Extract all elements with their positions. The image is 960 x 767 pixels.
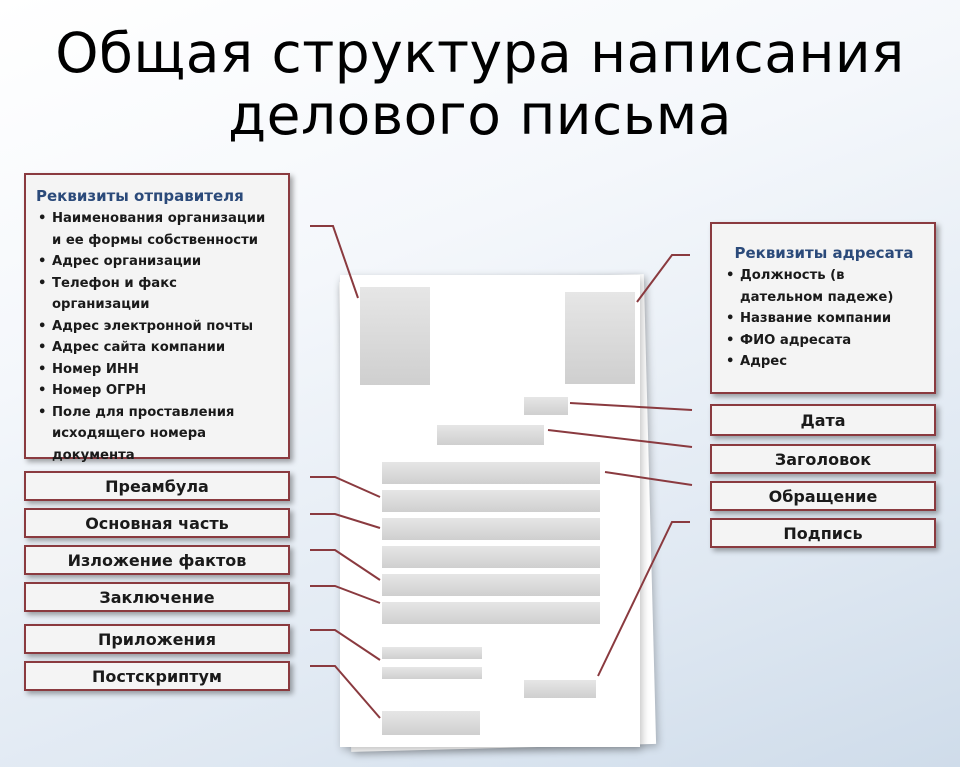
heading-label: Заголовок [710, 444, 936, 474]
recipient-requisites-box [710, 222, 936, 394]
list-item: • Адрес организации [36, 251, 278, 273]
postscript-label: Постскриптум [24, 661, 290, 691]
recipient-requisites-list [724, 265, 924, 373]
connector-main [310, 514, 380, 528]
list-item: • Поле для проставления исходящего номера документа [36, 402, 278, 467]
attachments-label: Приложения [24, 624, 290, 654]
connector-postscript [310, 666, 380, 718]
title-line-2: делового письма [228, 83, 732, 147]
connector-address [605, 472, 692, 485]
list-item: • Адрес сайта компании [36, 337, 278, 359]
connector-attachments [310, 630, 380, 660]
sender-requisites-list [36, 208, 278, 466]
list-item: • Номер ИНН [36, 359, 278, 381]
list-item: • Должность (в дательном падеже) [724, 265, 924, 308]
preamble-label: Преамбула [24, 471, 290, 501]
date-label: Дата [710, 404, 936, 436]
list-item: • Номер ОГРН [36, 380, 278, 402]
conclusion-label: Заключение [24, 582, 290, 612]
connector-recipient [637, 255, 690, 302]
recipient-requisites-heading: Реквизиты адресата [734, 244, 914, 262]
list-item: • Телефон и факс организации [36, 273, 278, 316]
connector-sender [310, 226, 358, 298]
facts-label: Изложение фактов [24, 545, 290, 575]
list-item: • ФИО адресата [724, 330, 924, 352]
main-part-label: Основная часть [24, 508, 290, 538]
connector-signature [598, 522, 690, 676]
connector-date [570, 403, 692, 410]
connector-facts [310, 550, 380, 580]
signature-label: Подпись [710, 518, 936, 548]
list-item: • Адрес электронной почты [36, 316, 278, 338]
address-label: Обращение [710, 481, 936, 511]
connector-heading [548, 430, 692, 447]
connector-preamble [310, 477, 380, 497]
list-item: • Наименования организации и ее формы собственности [36, 208, 278, 251]
sender-requisites-heading: Реквизиты отправителя [36, 187, 244, 205]
list-item: • Адрес [724, 351, 924, 373]
list-item: • Название компании [724, 308, 924, 330]
title-line-1: Общая структура написания [55, 21, 905, 85]
sender-requisites-box [24, 173, 290, 463]
connector-conclusion [310, 586, 380, 603]
